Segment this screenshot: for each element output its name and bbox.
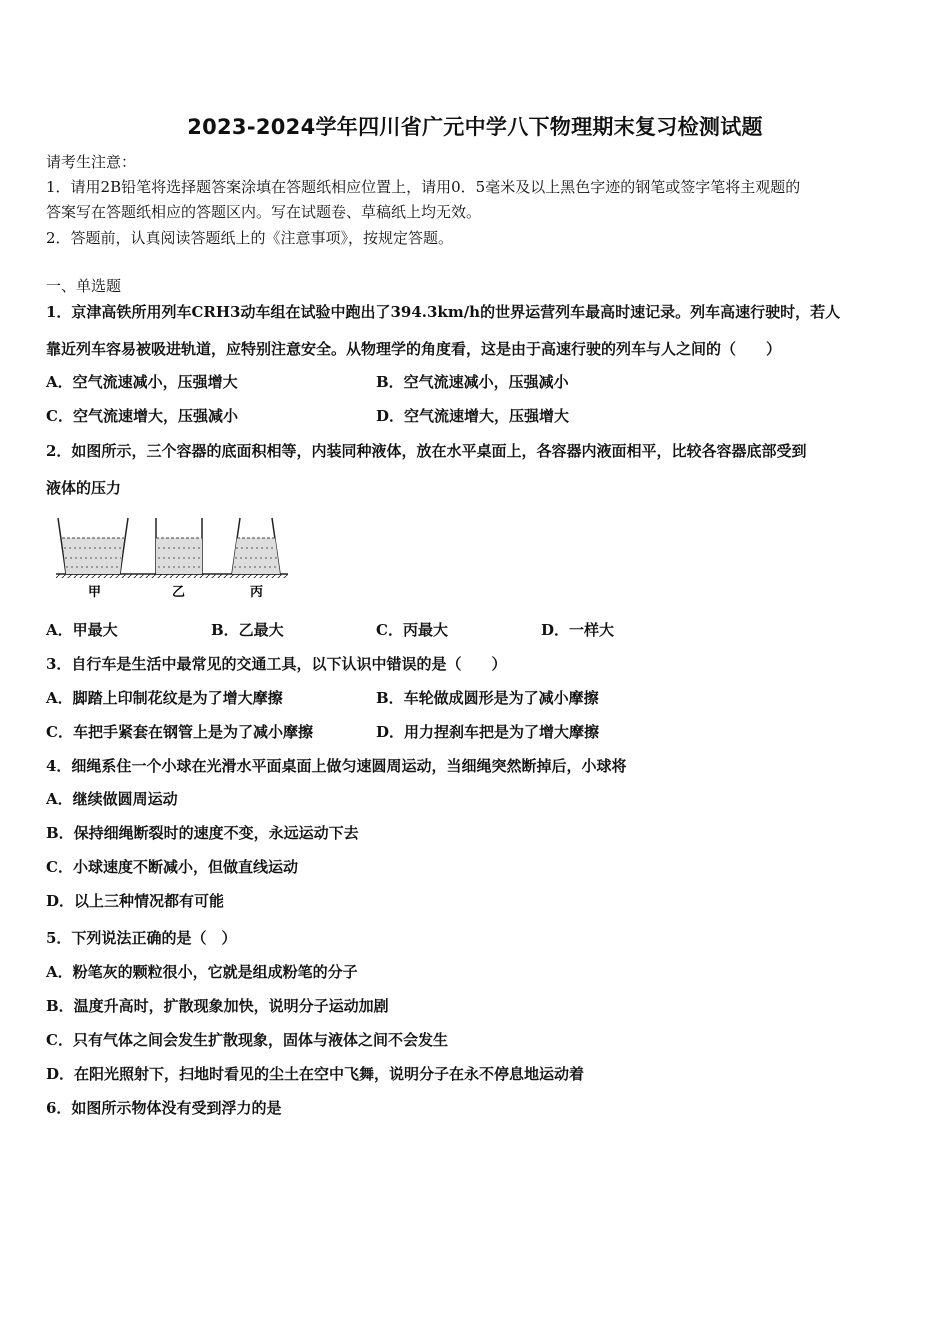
q1-stem-line-2: 靠近列车容易被吸进轨道，应特别注意安全。从物理学的角度看，这是由于高速行驶的列车与人之间的（ ） <box>46 340 782 358</box>
q5-option-a: A．粉笔灰的颗粒很小，它就是组成粉笔的分子 <box>46 963 358 981</box>
notice-line-2: 答案写在答题纸相应的答题区内。写在试题卷、草稿纸上均无效。 <box>46 203 482 221</box>
containers-figure <box>52 510 292 602</box>
q4-option-a: A．继续做圆周运动 <box>46 790 178 808</box>
q4-stem: 4．细绳系住一个小球在光滑水平面桌面上做匀速圆周运动，当细绳突然断掉后，小球将 <box>46 757 627 775</box>
q5-option-b: B．温度升高时，扩散现象加快，说明分子运动加剧 <box>46 997 389 1015</box>
q3-stem: 3．自行车是生活中最常见的交通工具，以下认识中错误的是（ ） <box>46 655 507 673</box>
notice-line-3: 2．答题前，认真阅读答题纸上的《注意事项》，按规定答题。 <box>46 229 454 247</box>
containers-diagram <box>52 510 292 602</box>
label-yi: 乙 <box>172 585 186 600</box>
q5-option-c: C．只有气体之间会发生扩散现象，固体与液体之间不会发生 <box>46 1031 448 1049</box>
q3-option-a: A．脚踏上印制花纹是为了增大摩擦 <box>46 689 283 707</box>
q1-stem-line-1: 1．京津高铁所用列车CRH3动车组在试验中跑出了394.3km/h的世界运营列车最高时速记录。列车高速行驶时，若人 <box>46 303 841 321</box>
label-jia: 甲 <box>88 585 102 600</box>
q5-option-d: D．在阳光照射下，扫地时看见的尘土在空中飞舞，说明分子在永不停息地运动着 <box>46 1065 585 1083</box>
q2-option-c: C．丙最大 <box>376 621 448 639</box>
q1-option-b: B．空气流速减小，压强减小 <box>376 373 569 391</box>
q2-option-a: A．甲最大 <box>46 621 118 639</box>
q5-stem: 5．下列说法正确的是（ ） <box>46 929 237 947</box>
q3-option-c: C．车把手紧套在钢管上是为了减小摩擦 <box>46 723 313 741</box>
q6-stem: 6．如图所示物体没有受到浮力的是 <box>46 1099 282 1117</box>
q1-option-c: C．空气流速增大，压强减小 <box>46 407 238 425</box>
q3-option-b: B．车轮做成圆形是为了减小摩擦 <box>376 689 599 707</box>
q2-stem-line-2: 液体的压力 <box>46 479 122 497</box>
q2-option-b: B．乙最大 <box>211 621 284 639</box>
q3-option-d: D．用力捏刹车把是为了增大摩擦 <box>376 723 600 741</box>
notice-heading: 请考生注意： <box>46 153 137 171</box>
q1-option-a: A．空气流速减小，压强增大 <box>46 373 238 391</box>
container-bing <box>232 518 280 574</box>
q4-option-b: B．保持细绳断裂时的速度不变，永远运动下去 <box>46 824 359 842</box>
container-yi <box>156 518 202 574</box>
label-bing: 丙 <box>250 585 264 600</box>
q4-option-d: D．以上三种情况都有可能 <box>46 892 225 910</box>
page-title: 2023-2024学年四川省广元中学八下物理期末复习检测试题 <box>187 115 763 139</box>
q2-stem-line-1: 2．如图所示，三个容器的底面积相等，内装同种液体，放在水平桌面上，各容器内液面相平，比较各容器底部受到 <box>46 442 807 460</box>
container-jia <box>58 518 128 574</box>
q4-option-c: C．小球速度不断减小，但做直线运动 <box>46 858 298 876</box>
q1-option-d: D．空气流速增大，压强增大 <box>376 407 570 425</box>
section-heading: 一、单选题 <box>46 277 122 295</box>
notice-line-1: 1．请用2B铅笔将选择题答案涂填在答题纸相应位置上，请用0．5毫米及以上黑色字迹的钢笔或签字笔将主观题的 <box>46 178 801 196</box>
q2-option-d: D．一样大 <box>541 621 615 639</box>
